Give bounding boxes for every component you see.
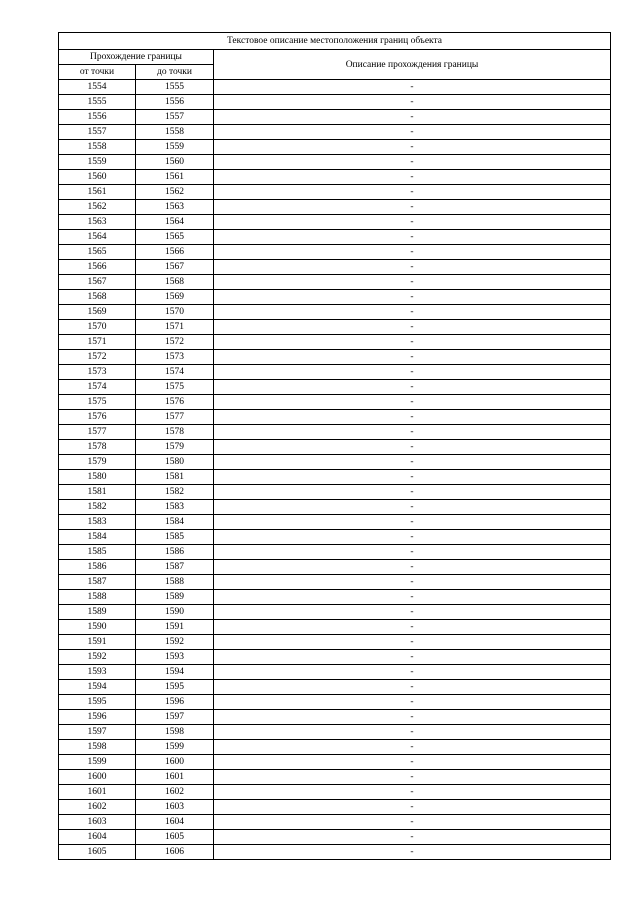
- table-row: [59, 200, 611, 215]
- from-point-cell: 1583: [59, 515, 136, 530]
- table-row: [59, 170, 611, 185]
- from-point-cell: 1566: [59, 260, 136, 275]
- to-point-cell: 1573: [136, 350, 214, 365]
- description-cell: -: [214, 575, 611, 590]
- description-cell: -: [214, 425, 611, 440]
- table-row: [59, 815, 611, 830]
- description-cell: -: [214, 125, 611, 140]
- table-row: [59, 680, 611, 695]
- table-row: [59, 290, 611, 305]
- description-cell: -: [214, 395, 611, 410]
- description-cell: -: [214, 740, 611, 755]
- description-cell: -: [214, 275, 611, 290]
- to-point-cell: 1558: [136, 125, 214, 140]
- to-point-cell: 1588: [136, 575, 214, 590]
- description-cell: -: [214, 455, 611, 470]
- from-point-cell: 1559: [59, 155, 136, 170]
- description-cell: -: [214, 785, 611, 800]
- table-row: [59, 110, 611, 125]
- passage-description-header: Описание прохождения границы: [214, 50, 611, 80]
- from-point-cell: 1558: [59, 140, 136, 155]
- to-point-cell: 1602: [136, 785, 214, 800]
- description-cell: -: [214, 800, 611, 815]
- to-point-cell: 1569: [136, 290, 214, 305]
- to-point-cell: 1566: [136, 245, 214, 260]
- table-row: [59, 440, 611, 455]
- to-point-cell: 1559: [136, 140, 214, 155]
- description-cell: -: [214, 200, 611, 215]
- description-cell: -: [214, 140, 611, 155]
- from-point-cell: 1569: [59, 305, 136, 320]
- table-row: [59, 365, 611, 380]
- table-row: [59, 125, 611, 140]
- from-point-cell: 1598: [59, 740, 136, 755]
- table-row: [59, 245, 611, 260]
- to-point-cell: 1599: [136, 740, 214, 755]
- table-row: [59, 215, 611, 230]
- table-row: [59, 560, 611, 575]
- table-row: [59, 350, 611, 365]
- to-point-cell: 1561: [136, 170, 214, 185]
- table-row: [59, 335, 611, 350]
- from-point-cell: 1584: [59, 530, 136, 545]
- description-cell: -: [214, 260, 611, 275]
- description-cell: -: [214, 230, 611, 245]
- to-point-cell: 1598: [136, 725, 214, 740]
- to-point-cell: 1603: [136, 800, 214, 815]
- to-point-cell: 1556: [136, 95, 214, 110]
- description-cell: -: [214, 530, 611, 545]
- from-point-cell: 1554: [59, 80, 136, 95]
- description-cell: -: [214, 515, 611, 530]
- from-point-cell: 1557: [59, 125, 136, 140]
- from-point-cell: 1565: [59, 245, 136, 260]
- from-point-cell: 1582: [59, 500, 136, 515]
- description-cell: -: [214, 185, 611, 200]
- description-cell: -: [214, 365, 611, 380]
- from-point-cell: 1599: [59, 755, 136, 770]
- table-row: [59, 455, 611, 470]
- description-cell: -: [214, 320, 611, 335]
- to-point-cell: 1591: [136, 620, 214, 635]
- description-cell: -: [214, 335, 611, 350]
- from-point-cell: 1602: [59, 800, 136, 815]
- description-cell: -: [214, 710, 611, 725]
- boundary-passage-header: Прохождение границы: [59, 50, 214, 65]
- from-point-cell: 1595: [59, 695, 136, 710]
- to-point-cell: 1577: [136, 410, 214, 425]
- from-point-cell: 1581: [59, 485, 136, 500]
- table-row: [59, 305, 611, 320]
- to-point-cell: 1563: [136, 200, 214, 215]
- from-point-cell: 1605: [59, 845, 136, 860]
- to-point-cell: 1585: [136, 530, 214, 545]
- to-point-cell: 1576: [136, 395, 214, 410]
- to-point-cell: 1594: [136, 665, 214, 680]
- to-point-cell: 1597: [136, 710, 214, 725]
- to-point-cell: 1580: [136, 455, 214, 470]
- table-row: [59, 95, 611, 110]
- from-point-cell: 1596: [59, 710, 136, 725]
- to-point-cell: 1604: [136, 815, 214, 830]
- table-row: [59, 800, 611, 815]
- table-row: [59, 740, 611, 755]
- to-point-cell: 1600: [136, 755, 214, 770]
- to-point-cell: 1560: [136, 155, 214, 170]
- table-row: [59, 575, 611, 590]
- from-point-cell: 1560: [59, 170, 136, 185]
- description-cell: -: [214, 410, 611, 425]
- table-row: [59, 530, 611, 545]
- from-point-cell: 1593: [59, 665, 136, 680]
- from-point-cell: 1604: [59, 830, 136, 845]
- to-point-cell: 1572: [136, 335, 214, 350]
- description-cell: -: [214, 95, 611, 110]
- from-point-cell: 1603: [59, 815, 136, 830]
- from-point-cell: 1555: [59, 95, 136, 110]
- to-point-cell: 1592: [136, 635, 214, 650]
- from-point-cell: 1590: [59, 620, 136, 635]
- table-row: [59, 395, 611, 410]
- from-point-cell: 1579: [59, 455, 136, 470]
- to-point-cell: 1605: [136, 830, 214, 845]
- description-cell: -: [214, 725, 611, 740]
- description-cell: -: [214, 845, 611, 860]
- description-cell: -: [214, 350, 611, 365]
- to-point-cell: 1596: [136, 695, 214, 710]
- to-point-cell: 1574: [136, 365, 214, 380]
- boundary-description-table: [58, 32, 611, 860]
- description-cell: -: [214, 560, 611, 575]
- to-point-cell: 1593: [136, 650, 214, 665]
- to-point-cell: 1584: [136, 515, 214, 530]
- table-row: [59, 515, 611, 530]
- table-row: [59, 380, 611, 395]
- description-cell: -: [214, 110, 611, 125]
- table-row: [59, 260, 611, 275]
- description-cell: -: [214, 665, 611, 680]
- from-point-cell: 1567: [59, 275, 136, 290]
- to-point-cell: 1575: [136, 380, 214, 395]
- description-cell: -: [214, 830, 611, 845]
- from-point-cell: 1576: [59, 410, 136, 425]
- table-row: [59, 755, 611, 770]
- description-cell: -: [214, 215, 611, 230]
- table-row: [59, 275, 611, 290]
- to-point-cell: 1582: [136, 485, 214, 500]
- table-body: [59, 80, 611, 860]
- to-point-cell: 1606: [136, 845, 214, 860]
- table-row: [59, 140, 611, 155]
- from-point-cell: 1592: [59, 650, 136, 665]
- to-point-cell: 1565: [136, 230, 214, 245]
- to-point-cell: 1555: [136, 80, 214, 95]
- to-point-cell: 1562: [136, 185, 214, 200]
- from-point-cell: 1573: [59, 365, 136, 380]
- from-point-cell: 1587: [59, 575, 136, 590]
- description-cell: -: [214, 545, 611, 560]
- description-cell: -: [214, 590, 611, 605]
- to-point-cell: 1557: [136, 110, 214, 125]
- from-point-cell: 1577: [59, 425, 136, 440]
- from-point-cell: 1597: [59, 725, 136, 740]
- from-point-cell: 1563: [59, 215, 136, 230]
- from-point-cell: 1594: [59, 680, 136, 695]
- from-point-cell: 1578: [59, 440, 136, 455]
- to-point-header: до точки: [136, 65, 214, 80]
- table-row: [59, 410, 611, 425]
- description-cell: -: [214, 815, 611, 830]
- from-point-cell: 1575: [59, 395, 136, 410]
- table-row: [59, 485, 611, 500]
- description-cell: -: [214, 620, 611, 635]
- table-row: [59, 590, 611, 605]
- to-point-cell: 1601: [136, 770, 214, 785]
- description-cell: -: [214, 485, 611, 500]
- table-row: [59, 845, 611, 860]
- table-row: [59, 80, 611, 95]
- description-cell: -: [214, 170, 611, 185]
- table-row: [59, 695, 611, 710]
- to-point-cell: 1589: [136, 590, 214, 605]
- to-point-cell: 1590: [136, 605, 214, 620]
- table-row: [59, 155, 611, 170]
- table-row: [59, 710, 611, 725]
- table-row: [59, 620, 611, 635]
- to-point-cell: 1586: [136, 545, 214, 560]
- table-row: [59, 770, 611, 785]
- from-point-cell: 1586: [59, 560, 136, 575]
- to-point-cell: 1583: [136, 500, 214, 515]
- description-cell: -: [214, 500, 611, 515]
- from-point-header: от точки: [59, 65, 136, 80]
- description-cell: -: [214, 245, 611, 260]
- description-cell: -: [214, 290, 611, 305]
- table-title: Текстовое описание местоположения границ объекта: [59, 33, 611, 50]
- table-row: [59, 785, 611, 800]
- table-row: [59, 425, 611, 440]
- to-point-cell: 1595: [136, 680, 214, 695]
- table-row: [59, 470, 611, 485]
- description-cell: -: [214, 635, 611, 650]
- from-point-cell: 1601: [59, 785, 136, 800]
- from-point-cell: 1562: [59, 200, 136, 215]
- from-point-cell: 1574: [59, 380, 136, 395]
- from-point-cell: 1572: [59, 350, 136, 365]
- description-cell: -: [214, 80, 611, 95]
- from-point-cell: 1570: [59, 320, 136, 335]
- description-cell: -: [214, 305, 611, 320]
- table-row: [59, 605, 611, 620]
- from-point-cell: 1588: [59, 590, 136, 605]
- description-cell: -: [214, 695, 611, 710]
- description-cell: -: [214, 605, 611, 620]
- from-point-cell: 1571: [59, 335, 136, 350]
- table-row: [59, 635, 611, 650]
- table-row: [59, 230, 611, 245]
- from-point-cell: 1589: [59, 605, 136, 620]
- table-row: [59, 545, 611, 560]
- to-point-cell: 1581: [136, 470, 214, 485]
- description-cell: -: [214, 770, 611, 785]
- to-point-cell: 1587: [136, 560, 214, 575]
- table-row: [59, 830, 611, 845]
- from-point-cell: 1585: [59, 545, 136, 560]
- to-point-cell: 1578: [136, 425, 214, 440]
- to-point-cell: 1567: [136, 260, 214, 275]
- from-point-cell: 1580: [59, 470, 136, 485]
- description-cell: -: [214, 680, 611, 695]
- table-row: [59, 320, 611, 335]
- to-point-cell: 1579: [136, 440, 214, 455]
- to-point-cell: 1564: [136, 215, 214, 230]
- description-cell: -: [214, 755, 611, 770]
- from-point-cell: 1561: [59, 185, 136, 200]
- to-point-cell: 1571: [136, 320, 214, 335]
- description-cell: -: [214, 380, 611, 395]
- from-point-cell: 1591: [59, 635, 136, 650]
- description-cell: -: [214, 470, 611, 485]
- table-row: [59, 185, 611, 200]
- from-point-cell: 1556: [59, 110, 136, 125]
- from-point-cell: 1564: [59, 230, 136, 245]
- description-cell: -: [214, 155, 611, 170]
- from-point-cell: 1568: [59, 290, 136, 305]
- table-header: [59, 33, 611, 80]
- from-point-cell: 1600: [59, 770, 136, 785]
- table-row: [59, 500, 611, 515]
- description-cell: -: [214, 650, 611, 665]
- to-point-cell: 1570: [136, 305, 214, 320]
- to-point-cell: 1568: [136, 275, 214, 290]
- table-row: [59, 665, 611, 680]
- table-row: [59, 650, 611, 665]
- table-row: [59, 725, 611, 740]
- description-cell: -: [214, 440, 611, 455]
